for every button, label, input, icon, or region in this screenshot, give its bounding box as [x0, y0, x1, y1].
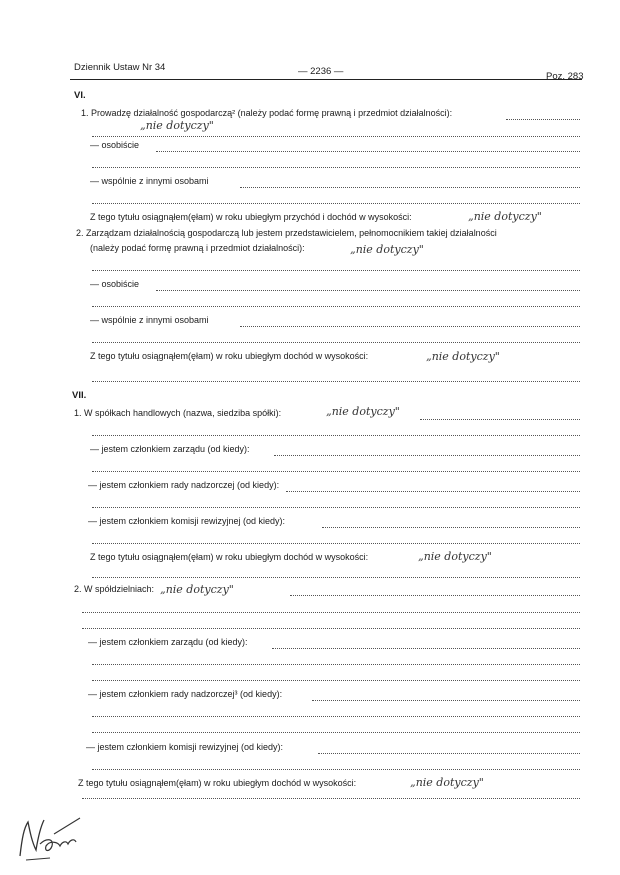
- vi-1-question: 1. Prowadzę działalność gospodarczą² (należy podać formę prawną i przedmiot działalności):: [81, 108, 453, 118]
- fill-line: [92, 680, 580, 681]
- fill-line: [92, 167, 580, 168]
- vii-2-board-label: — jestem członkiem zarządu (od kiedy):: [88, 637, 248, 647]
- fill-line: [92, 381, 580, 382]
- section-vi-title: VI.: [74, 90, 86, 101]
- fill-line: [82, 798, 580, 799]
- fill-line: [286, 491, 580, 492]
- fill-line: [290, 595, 580, 596]
- fill-line: [92, 306, 580, 307]
- vi-2-question-line2: (należy podać formę prawną i przedmiot działalności):: [90, 243, 305, 253]
- vii-2-audit-label: — jestem członkiem komisji rewizyjnej (od kiedy):: [86, 742, 284, 752]
- vi-2-answer: „nie dotyczy": [350, 243, 424, 256]
- fill-line: [92, 769, 580, 770]
- vi-2-question-line1: 2. Zarządzam działalnością gospodarczą lub jestem przedstawicielem, pełnomocnikiem takiej działalności: [76, 228, 497, 238]
- fill-line: [92, 716, 580, 717]
- fill-line: [92, 471, 580, 472]
- fill-line: [322, 527, 580, 528]
- fill-line: [92, 203, 580, 204]
- fill-line: [82, 628, 580, 629]
- fill-line: [92, 342, 580, 343]
- fill-line: [82, 612, 580, 613]
- vi-1-alone-label: — osobiście: [90, 140, 140, 150]
- vii-1-audit-label: — jestem członkiem komisji rewizyjnej (od kiedy):: [88, 516, 286, 526]
- vi-2-income-answer: „nie dotyczy": [426, 350, 500, 363]
- fill-line: [92, 270, 580, 271]
- fill-line: [92, 507, 580, 508]
- signature-initials: [10, 808, 90, 864]
- vi-1-jointly-label: — wspólnie z innymi osobami: [90, 176, 209, 186]
- position-number: Poz. 283: [546, 71, 584, 82]
- journal-title: Dziennik Ustaw Nr 34: [74, 62, 166, 73]
- vii-2-income-label: Z tego tytułu osiągnąłem(ęłam) w roku ubiegłym dochód w wysokości:: [78, 778, 357, 788]
- vii-2-question: 2. W spółdzielniach:: [74, 584, 155, 594]
- fill-line: [318, 753, 580, 754]
- vii-1-board-label: — jestem członkiem zarządu (od kiedy):: [90, 444, 250, 454]
- header-rule: [70, 79, 582, 80]
- fill-line: [92, 732, 580, 733]
- vii-2-supervisory-label: — jestem członkiem rady nadzorczej³ (od kiedy):: [88, 689, 283, 699]
- fill-line: [156, 151, 580, 152]
- fill-line: [240, 326, 580, 327]
- vii-1-income-label: Z tego tytułu osiągnąłem(ęłam) w roku ubiegłym dochód w wysokości:: [90, 552, 369, 562]
- vii-2-income-answer: „nie dotyczy": [410, 776, 484, 789]
- fill-line: [92, 543, 580, 544]
- vii-1-income-answer: „nie dotyczy": [418, 550, 492, 563]
- vi-1-income-answer: „nie dotyczy": [468, 210, 542, 223]
- fill-line: [240, 187, 580, 188]
- fill-line: [92, 136, 580, 137]
- fill-line: [420, 419, 580, 420]
- fill-line: [156, 290, 580, 291]
- fill-line: [506, 119, 580, 120]
- vii-1-answer: „nie dotyczy": [326, 405, 400, 418]
- vii-2-answer: „nie dotyczy": [160, 583, 234, 596]
- fill-line: [272, 648, 580, 649]
- fill-line: [92, 435, 580, 436]
- vi-2-jointly-label: — wspólnie z innymi osobami: [90, 315, 209, 325]
- fill-line: [312, 700, 580, 701]
- vi-1-answer: „nie dotyczy": [140, 119, 214, 132]
- section-vii-title: VII.: [72, 390, 87, 401]
- fill-line: [274, 455, 580, 456]
- vi-1-income-label: Z tego tytułu osiągnąłem(ęłam) w roku ubiegłym przychód i dochód w wysokości:: [90, 212, 412, 222]
- page-number: — 2236 —: [298, 66, 344, 77]
- fill-line: [92, 577, 580, 578]
- vi-2-alone-label: — osobiście: [90, 279, 140, 289]
- vi-2-income-label: Z tego tytułu osiągnąłem(ęłam) w roku ubiegłym dochód w wysokości:: [90, 351, 369, 361]
- vii-1-question: 1. W spółkach handlowych (nazwa, siedziba spółki):: [74, 408, 282, 418]
- vii-1-supervisory-label: — jestem członkiem rady nadzorczej (od kiedy):: [88, 480, 280, 490]
- fill-line: [92, 664, 580, 665]
